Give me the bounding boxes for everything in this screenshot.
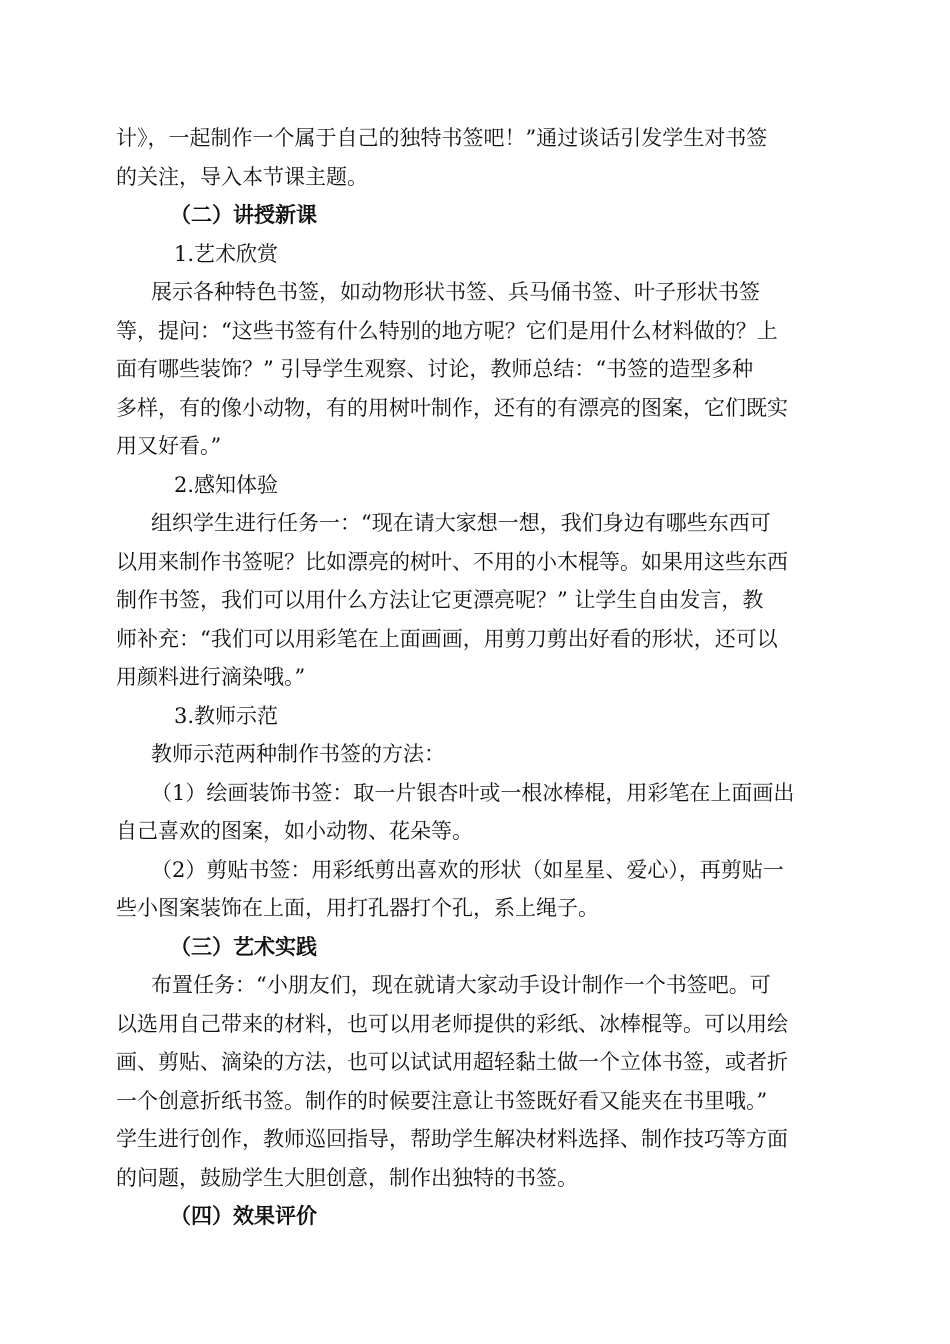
subsection-title-demonstration: 3.教师示范 [174, 703, 279, 728]
paragraph-line: 组织学生进行任务一：“现在请大家想一想，我们身边有哪些东西可 [151, 511, 771, 535]
section-heading-lecture: （二）讲授新课 [170, 202, 317, 227]
intro-line: 计》，一起制作一个属于自己的独特书签吧！”通过谈话引发学生对书签 [116, 126, 768, 150]
section-heading-evaluation: （四）效果评价 [170, 1203, 317, 1228]
section-heading-art-practice: （三）艺术实践 [170, 933, 317, 959]
paragraph-line: 多样，有的像小动物，有的用树叶制作，还有的有漂亮的图案，它们既实 [116, 395, 788, 420]
paragraph-line: 用又好看。” [116, 434, 222, 458]
intro-line: 的关注，导入本节课主题。 [116, 164, 368, 189]
paragraph-line: 教师示范两种制作书签的方法： [151, 742, 445, 766]
paragraph-line: 一个创意折纸书签。制作的时候要注意让书签既好看又能夹在书里哦。” [116, 1088, 768, 1113]
paragraph-line: 等，提问：“这些书签有什么特别的地方呢？它们是用什么材料做的？上 [116, 318, 778, 343]
paragraph-line: 布置任务：“小朋友们，现在就请大家动手设计制作一个书签吧。可 [151, 973, 771, 997]
paragraph-line: 制作书签，我们可以用什么方法让它更漂亮呢？” 让学生自由发言，教 [116, 588, 764, 612]
method-line: （1）绘画装饰书签：取一片银杏叶或一根冰棒棍，用彩笔在上面画出 [151, 780, 795, 805]
subsection-title-art-appreciation: 1.艺术欣赏 [174, 241, 279, 266]
method-line: 些小图案装饰在上面，用打孔器打个孔，系上绳子。 [116, 896, 599, 920]
paragraph-line: 展示各种特色书签，如动物形状书签、兵马俑书签、叶子形状书签 [151, 280, 760, 304]
paragraph-line: 面有哪些装饰？” 引导学生观察、讨论，教师总结：“书签的造型多种 [116, 357, 754, 381]
paragraph-line: 以用来制作书签呢？比如漂亮的树叶、不用的小木棍等。如果用这些东西 [116, 549, 788, 574]
paragraph-line: 用颜料进行滴染哦。” [116, 665, 306, 689]
method-line: 自己喜欢的图案，如小动物、花朵等。 [116, 819, 473, 843]
subsection-title-perception: 2.感知体验 [174, 472, 279, 497]
paragraph-line: 画、剪贴、滴染的方法，也可以试试用超轻黏土做一个立体书签，或者折 [116, 1050, 788, 1074]
paragraph-line: 学生进行创作，教师巡回指导，帮助学生解决材料选择、制作技巧等方面 [116, 1127, 788, 1151]
paragraph-line: 以选用自己带来的材料，也可以用老师提供的彩纸、冰棒棍等。可以用绘 [116, 1011, 788, 1036]
document-page [116, 119, 834, 1236]
method-line: （2）剪贴书签：用彩纸剪出喜欢的形状（如星星、爱心），再剪贴一 [151, 857, 784, 882]
paragraph-line: 的问题，鼓励学生大胆创意，制作出独特的书签。 [116, 1165, 578, 1190]
paragraph-line: 师补充：“我们可以用彩笔在上面画画，用剪刀剪出好看的形状，还可以 [116, 626, 778, 651]
